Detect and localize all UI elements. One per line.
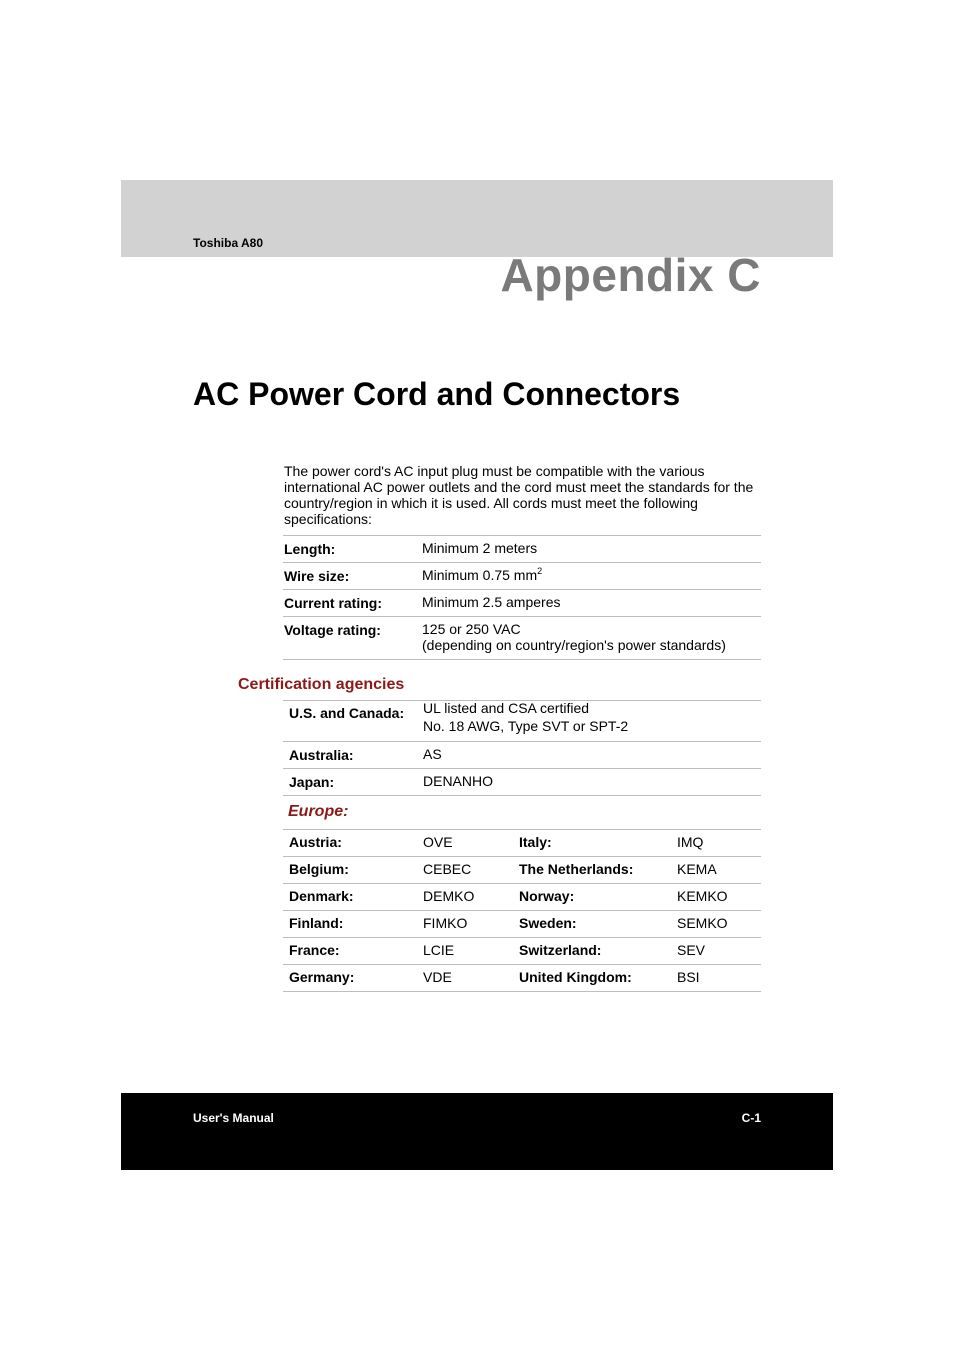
- agency-value: KEMA: [677, 861, 717, 877]
- europe-row: [283, 911, 761, 938]
- country-label: United Kingdom:: [519, 969, 632, 985]
- spec-row-current-rating: [283, 590, 761, 617]
- header-product-name: Toshiba A80: [193, 236, 264, 250]
- cert-row-japan: [283, 769, 761, 796]
- spec-value: 125 or 250 VAC: [422, 621, 521, 637]
- country-label: The Netherlands:: [519, 861, 634, 877]
- footer-manual-title: User's Manual: [193, 1111, 274, 1125]
- spec-label: Voltage rating:: [284, 622, 381, 638]
- spec-value: Minimum 2 meters: [422, 540, 538, 556]
- appendix-title: Appendix C: [500, 249, 761, 301]
- country-label: Italy:: [519, 834, 552, 850]
- spec-row-wire-size: [283, 563, 761, 590]
- cert-value-block: [423, 701, 628, 739]
- agency-value: BSI: [677, 969, 700, 985]
- spec-row-length: [283, 536, 761, 563]
- certification-table: [283, 700, 761, 796]
- country-label: Norway:: [519, 888, 575, 904]
- europe-row: [283, 938, 761, 965]
- agency-value: CEBEC: [423, 861, 472, 877]
- footer-page-number: C-1: [741, 1111, 761, 1125]
- country-label: France:: [289, 942, 340, 958]
- agency-value: KEMKO: [677, 888, 728, 904]
- country-label: Switzerland:: [519, 942, 602, 958]
- spec-value-note: (depending on country/region's power standards): [422, 637, 726, 653]
- europe-heading: Europe:: [288, 803, 349, 820]
- spec-value-wrap: [422, 567, 542, 589]
- cert-row-australia: [283, 742, 761, 769]
- country-label: Denmark:: [289, 888, 354, 904]
- country-label: Finland:: [289, 915, 344, 931]
- cert-value: UL listed and CSA certified: [423, 700, 590, 716]
- cert-label: U.S. and Canada:: [289, 705, 405, 721]
- europe-row: [283, 965, 761, 992]
- spec-label: Current rating:: [284, 595, 382, 611]
- agency-value: FIMKO: [423, 915, 468, 931]
- country-label: Belgium:: [289, 861, 349, 877]
- agency-value: OVE: [423, 834, 453, 850]
- europe-row: [283, 884, 761, 911]
- country-label: Sweden:: [519, 915, 577, 931]
- spec-value: Minimum 0.75 mm: [422, 567, 538, 583]
- specs-table: [283, 535, 761, 660]
- spec-label: Length:: [284, 541, 336, 557]
- cert-label: Japan:: [289, 774, 335, 790]
- cert-row-us-canada: [283, 701, 761, 742]
- agency-value: IMQ: [677, 834, 704, 850]
- agency-value: SEMKO: [677, 915, 728, 931]
- cert-value-note: No. 18 AWG, Type SVT or SPT-2: [423, 718, 629, 734]
- intro-paragraph: The power cord's AC input plug must be compatible with the various international AC power outlets and the cord must meet the standards for the country/region in which it is used. All cords must meet the following specifications:: [284, 463, 754, 527]
- chapter-title: AC Power Cord and Connectors: [193, 376, 681, 412]
- cert-label: Australia:: [289, 747, 354, 763]
- agency-value: VDE: [423, 969, 452, 985]
- spec-superscript: 2: [537, 566, 543, 576]
- cert-value: AS: [423, 746, 442, 762]
- country-label: Austria:: [289, 834, 342, 850]
- agency-value: DEMKO: [423, 888, 475, 904]
- country-label: Germany:: [289, 969, 355, 985]
- agency-value: SEV: [677, 942, 706, 958]
- cert-value: DENANHO: [423, 773, 494, 789]
- europe-row: [283, 857, 761, 884]
- agency-value: LCIE: [423, 942, 455, 958]
- spec-row-voltage-rating: [283, 617, 761, 660]
- spec-value-block: [422, 621, 726, 653]
- europe-row: [283, 830, 761, 857]
- spec-value: Minimum 2.5 amperes: [422, 594, 561, 610]
- europe-table: [283, 829, 761, 992]
- certification-heading: Certification agencies: [238, 676, 405, 693]
- footer-band: [121, 1093, 833, 1170]
- spec-label: Wire size:: [284, 568, 350, 584]
